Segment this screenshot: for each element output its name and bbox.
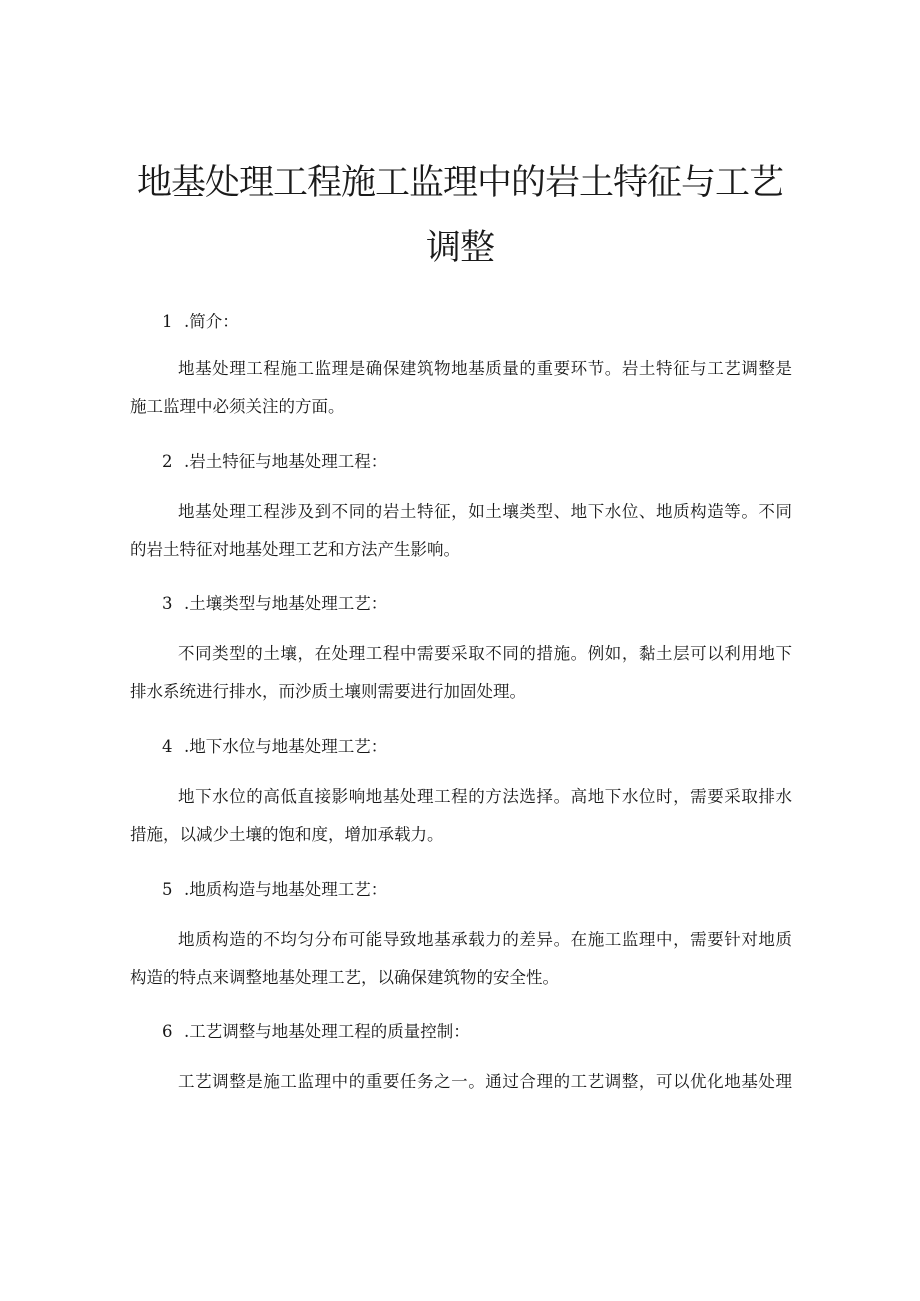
section-heading-text: .简介： bbox=[184, 312, 239, 331]
paragraph-line: 排水系统进行排水，而沙质土壤则需要进行加固处理。 bbox=[130, 682, 526, 701]
section-number: 1 bbox=[162, 312, 173, 331]
paragraph-line: 地质构造的不均匀分布可能导致地基承载力的差异。在施工监理中，需要针对地质 bbox=[178, 930, 792, 949]
document-title-line-2: 调整 bbox=[425, 228, 494, 268]
paragraph-line: 地基处理工程涉及到不同的岩土特征，如土壤类型、地下水位、地质构造等。不同 bbox=[178, 502, 792, 521]
paragraph-line: 措施，以减少土壤的饱和度，增加承载力。 bbox=[130, 825, 444, 844]
section-number: 4 bbox=[162, 737, 173, 756]
paragraph-line: 地下水位的高低直接影响地基处理工程的方法选择。高地下水位时，需要采取排水 bbox=[178, 787, 792, 806]
section-heading bbox=[162, 451, 387, 473]
paragraph-line: 不同类型的土壤，在处理工程中需要采取不同的措施。例如，黏土层可以利用地下 bbox=[178, 644, 792, 663]
section-number: 3 bbox=[162, 594, 173, 613]
section-heading-text: .地质构造与地基处理工艺： bbox=[184, 880, 388, 899]
section-heading bbox=[162, 1021, 470, 1043]
section-heading-text: .工艺调整与地基处理工程的质量控制： bbox=[184, 1022, 470, 1041]
document-title-line-1: 地基处理工程施工监理中的岩土特征与工艺 bbox=[136, 163, 783, 203]
paragraph-line: 的岩土特征对地基处理工艺和方法产生影响。 bbox=[130, 540, 460, 559]
paragraph-line: 施工监理中必须关注的方面。 bbox=[130, 397, 345, 416]
section-heading bbox=[162, 311, 239, 333]
section-heading bbox=[162, 593, 387, 615]
section-heading bbox=[162, 879, 387, 901]
section-number: 2 bbox=[162, 452, 173, 471]
paragraph-line: 地基处理工程施工监理是确保建筑物地基质量的重要环节。岩土特征与工艺调整是 bbox=[178, 359, 792, 378]
section-number: 6 bbox=[162, 1022, 173, 1041]
section-heading-text: .岩土特征与地基处理工程： bbox=[184, 452, 388, 471]
paragraph-line: 工艺调整是施工监理中的重要任务之一。通过合理的工艺调整，可以优化地基处理 bbox=[178, 1072, 792, 1091]
section-number: 5 bbox=[162, 880, 173, 899]
paragraph-line: 构造的特点来调整地基处理工艺，以确保建筑物的安全性。 bbox=[130, 968, 559, 987]
section-heading-text: .地下水位与地基处理工艺： bbox=[184, 737, 388, 756]
section-heading bbox=[162, 736, 387, 758]
section-heading-text: .土壤类型与地基处理工艺： bbox=[184, 594, 388, 613]
